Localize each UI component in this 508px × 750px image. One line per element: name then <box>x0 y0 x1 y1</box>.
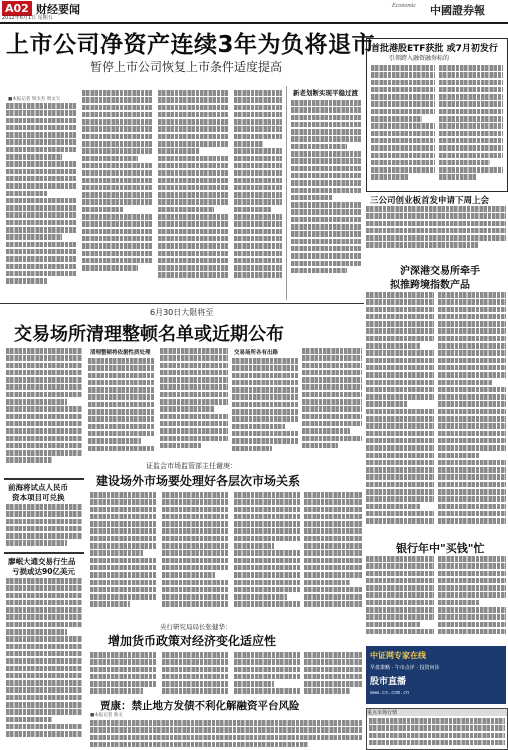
deadline-text-3 <box>160 348 228 458</box>
ad-site[interactable]: www.cs.com.cn <box>370 690 410 696</box>
exchange-text-2 <box>438 292 506 536</box>
bank-box <box>366 540 506 642</box>
lead-text-col-3 <box>158 90 228 301</box>
deadline-col-title-2: 交易场所各有出路 <box>234 350 279 356</box>
new-old-title: 新老划断实现平稳过渡 <box>293 89 358 97</box>
policy-headline: 增加货币政策对经济变化适应性 <box>108 634 277 648</box>
deadline-text-4 <box>232 358 298 458</box>
loss-box <box>4 552 84 750</box>
jia-text <box>90 720 362 748</box>
loss-title-2: 亏损或达90亿美元 <box>12 567 75 576</box>
section-divider <box>0 303 364 304</box>
system-overline: 证监会市场监管部主任谢庚： <box>146 462 237 470</box>
lead-byline: ■本报记者 周少杰 周文天 <box>8 97 61 102</box>
qianhai-title-2: 资本项目可兑换 <box>12 493 65 502</box>
deadline-headline: 交易场所清理整顿名单或近期公布 <box>14 324 284 345</box>
etf-text-1 <box>371 65 435 189</box>
deadline-col-title-1: 清理整顿将依据性质处理 <box>90 350 151 356</box>
ad-box[interactable] <box>366 646 506 704</box>
lead-text-col-1 <box>6 103 76 301</box>
deadline-overline: 6月30日大限将至 <box>150 308 214 317</box>
policy-text-1 <box>90 652 156 696</box>
policy-text-2 <box>162 652 228 696</box>
jia-headline: 贾康：禁止地方发债不利化解融资平台风险 <box>100 700 300 712</box>
lead-text-col-2 <box>82 90 152 301</box>
bank-title: 银行年中"买钱"忙 <box>396 542 485 555</box>
bank-text-2 <box>438 556 506 640</box>
etf-headline: 首批港股ETF获批 或7月初发行 <box>371 44 498 54</box>
exchange-text-1 <box>366 292 434 536</box>
exchange-headline-2: 拟推跨境指数产品 <box>390 280 470 291</box>
system-text-1 <box>90 492 156 620</box>
gem-text <box>366 206 506 256</box>
ad-row-2: 股市直播 <box>370 677 407 687</box>
market-table-title: 重点市场行情 <box>367 709 507 716</box>
issue-date: 2012年6月1日 星期五 <box>2 15 53 21</box>
newspaper-logo: 中國證券報 <box>430 4 485 17</box>
system-text-4 <box>304 492 362 620</box>
deadline-text-1 <box>6 348 82 478</box>
qianhai-box <box>4 478 84 552</box>
deadline-text-5 <box>302 348 362 458</box>
gem-headline: 三公司创业板首发申请下周上会 <box>370 196 490 206</box>
system-text-2 <box>162 492 228 620</box>
loss-text <box>6 578 82 748</box>
jia-byline: ■本报记者 商文 <box>90 713 123 718</box>
policy-text-4 <box>304 652 362 696</box>
lead-text-col-4 <box>234 90 282 301</box>
ad-title: 中证网专家在线 <box>370 651 426 660</box>
etf-article <box>366 38 508 192</box>
page-number: A02 <box>2 1 32 16</box>
system-text-3 <box>234 492 300 620</box>
policy-text-3 <box>234 652 300 696</box>
loss-title: 廖岷大通交易行生品 <box>8 557 76 566</box>
qianhai-text <box>6 504 82 550</box>
masthead <box>0 0 508 24</box>
exchange-headline: 沪深港交易所牵手 <box>400 266 480 277</box>
system-headline: 建设场外市场要处理好各层次市场关系 <box>96 474 301 488</box>
etf-subhead: 引领跨入融资融券标的 <box>389 55 450 62</box>
bank-text-1 <box>366 556 434 640</box>
ad-row-1: 早盘策略 · 午市点评 · 投资问诊 <box>370 665 440 671</box>
lead-headline: 上市公司净资产连续3年为负将退市 <box>6 32 376 58</box>
market-table-rows <box>369 718 505 748</box>
new-old-box <box>286 86 363 300</box>
qianhai-title: 前海将试点人民币 <box>8 483 68 492</box>
etf-text-2 <box>439 65 503 189</box>
new-old-text <box>291 100 361 298</box>
lead-subhead: 暂停上市公司恢复上市条件适度提高 <box>90 60 283 74</box>
english-name: Economic <box>392 3 416 9</box>
section-title: 财经要闻 <box>36 3 80 16</box>
market-table <box>366 708 508 750</box>
deadline-text-2 <box>88 358 154 458</box>
policy-overline: 央行研究局局长张健华： <box>160 623 232 631</box>
